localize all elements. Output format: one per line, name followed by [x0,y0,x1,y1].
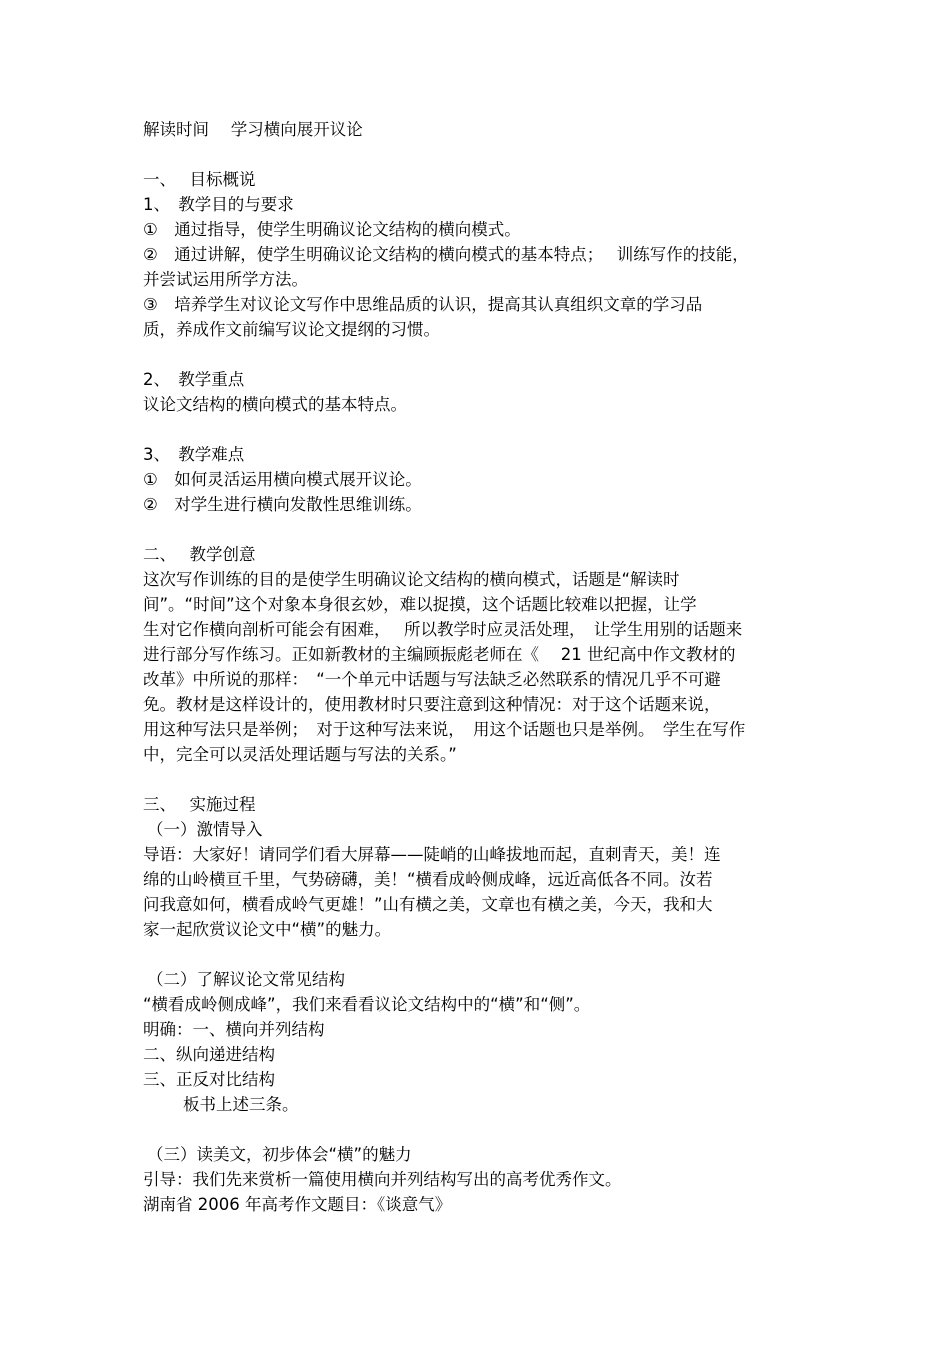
blackboard-note: 板书上述三条。 [183,1095,299,1114]
structure-intro-line: “横看成岭侧成峰”，我们来看看议论文结构中的“横”和“侧”。 [143,995,591,1014]
intro-paragraph-line: 导语：大家好！请同学们看大屏幕——陡峭的山峰拔地而起，直刺青天，美！连 [143,845,721,864]
intro-paragraph-line: 绵的山岭横亘千里，气势磅礴，美！“横看成岭侧成峰，远近高低各不同。汝若 [143,870,713,889]
objective-item-2-line-2: 并尝试运用所学方法。 [143,270,308,289]
step-1-heading: （一）激情导入 [147,820,263,839]
difficulty-item-1: ① 如何灵活运用横向模式展开议论。 [143,470,422,489]
objective-item-3-line-2: 质，养成作文前编写议论文提纲的习惯。 [143,320,440,339]
creative-paragraph-line: 这次写作训练的目的是使学生明确议论文结构的横向模式，话题是“解读时 [143,570,680,589]
creative-paragraph-line: 进行部分写作练习。正如新教材的主编顾振彪老师在《 21 世纪高中作文教材的 [143,645,736,664]
section-1-heading: 一、 目标概说 [143,170,256,189]
exam-topic-line: 湖南省 2006 年高考作文题目：《谈意气》 [143,1195,452,1214]
creative-paragraph-line: 改革》中所说的那样： “一个单元中话题与写法缺乏必然联系的情况几乎不可避 [143,670,721,689]
creative-paragraph-line: 生对它作横向剖析可能会有困难， 所以教学时应灵活处理， 让学生用别的话题来 [143,620,743,639]
subsection-1-1-heading: 1、 教学目的与要求 [143,195,294,214]
key-point-text: 议论文结构的横向模式的基本特点。 [143,395,407,414]
step-3-heading: （三）读美文，初步体会“横”的魅力 [147,1145,412,1164]
doc-title: 解读时间 学习横向展开议论 [143,120,363,139]
objective-item-2-line-1: ② 通过讲解，使学生明确议论文结构的横向模式的基本特点； 训练写作的技能， [143,245,749,264]
step-2-heading: （二）了解议论文常见结构 [147,970,345,989]
structure-item-1: 明确：一、横向并列结构 [143,1020,325,1039]
structure-item-2: 二、纵向递进结构 [143,1045,275,1064]
objective-item-1: ① 通过指导，使学生明确议论文结构的横向模式。 [143,220,521,239]
guide-line: 引导：我们先来赏析一篇使用横向并列结构写出的高考优秀作文。 [143,1170,622,1189]
creative-paragraph-line: 中，完全可以灵活处理话题与写法的关系。” [143,745,457,764]
creative-paragraph-line: 免。教材是这样设计的，使用教材时只要注意到这种情况：对于这个话题来说， [143,695,721,714]
intro-paragraph-line: 问我意如何，横看成岭气更雄！”山有横之美，文章也有横之美，今天，我和大 [143,895,713,914]
subsection-1-2-heading: 2、 教学重点 [143,370,245,389]
objective-item-3-line-1: ③ 培养学生对议论文写作中思维品质的认识，提高其认真组织文章的学习品 [143,295,703,314]
intro-paragraph-line: 家一起欣赏议论文中“横”的魅力。 [143,920,392,939]
difficulty-item-2: ② 对学生进行横向发散性思维训练。 [143,495,422,514]
subsection-1-3-heading: 3、 教学难点 [143,445,245,464]
structure-item-3: 三、正反对比结构 [143,1070,275,1089]
creative-paragraph-line: 间”。“时间”这个对象本身很玄妙，难以捉摸，这个话题比较难以把握，让学 [143,595,697,614]
section-2-heading: 二、 教学创意 [143,545,256,564]
creative-paragraph-line: 用这种写法只是举例； 对于这种写法来说， 用这个话题也只是举例。 学生在写作 [143,720,746,739]
section-3-heading: 三、 实施过程 [143,795,256,814]
